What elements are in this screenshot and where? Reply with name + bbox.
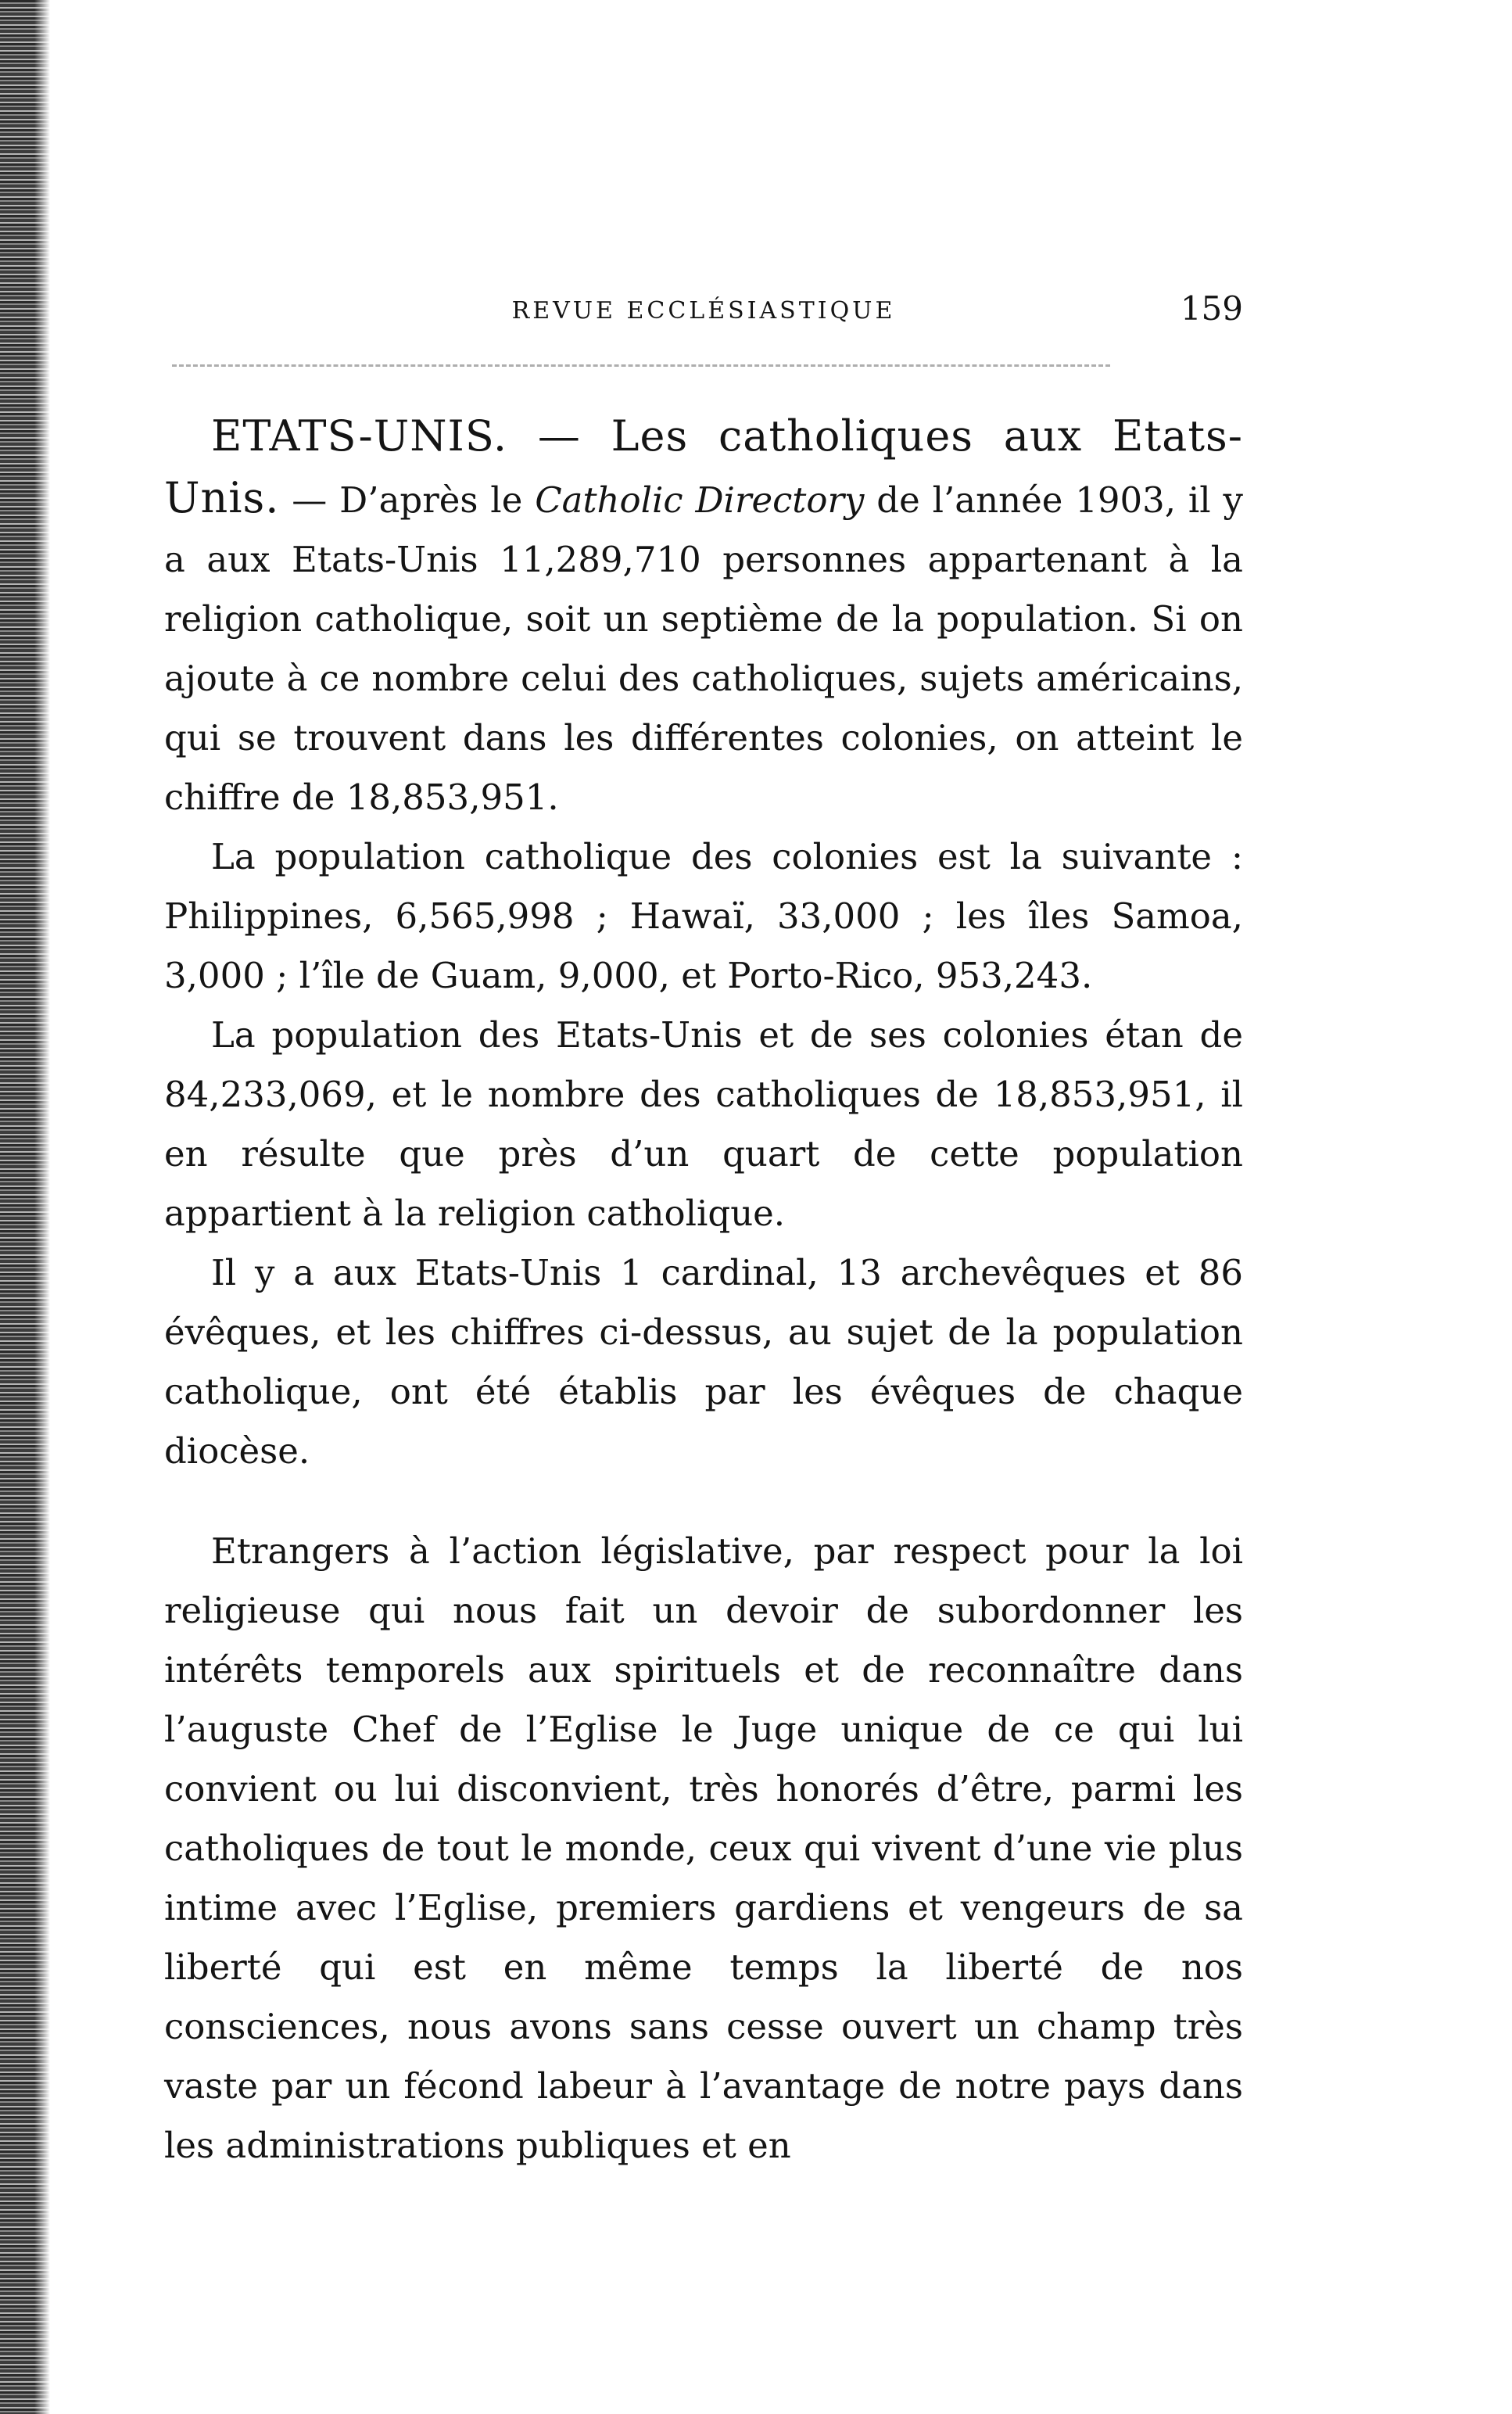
article-paragraph-1	[164, 407, 1243, 827]
article-paragraph-2: La population catholique des colonies est la suivante : Philippines, 6,565,998 ; Hawaï, 33,000 ; les îles Samoa, 3,000 ; l’île de Guam, 9,000, et Porto-Rico, 953,243.	[164, 836, 1243, 996]
article-heading: ETATS-UNIS. — Les catholiques aux Etats-Unis.	[164, 411, 1243, 522]
article-paragraph-4: Il y a aux Etats-Unis 1 cardinal, 13 archevêques et 86 évêques, et les chiffres ci-dessus, au sujet de la population catholique, ont été établis par les évêques de chaque diocèse.	[164, 1252, 1243, 1472]
paragraph-1-text-b: de l’année 1903, il y a aux Etats-Unis 11,289,710 personnes appartenant à la religion catholique, soit un septième de la population. Si on ajoute à ce nombre celui des catholiques, sujets américains, qui se trouvent dans les différentes colonies, on atteint le chiffre de 18,853,951.	[164, 479, 1243, 818]
page-body	[164, 407, 1243, 2175]
catholic-directory-title: Catholic Directory	[535, 479, 865, 521]
section-gap	[164, 1481, 1243, 1522]
page-number: 159	[1180, 289, 1243, 328]
header-rule	[172, 364, 1110, 367]
binding-edge-shadow	[0, 0, 50, 2414]
paragraph-1-text-a: — D’après le	[279, 479, 536, 521]
article-paragraph-3: La population des Etats-Unis et de ses colonies étan de 84,233,069, et le nombre des catholiques de 18,853,951, il en résulte que près d’un quart de cette population appartient à la religion catholique.	[164, 1014, 1243, 1234]
running-title: REVUE ECCLÉSIASTIQUE	[511, 297, 896, 325]
running-head	[164, 289, 1243, 336]
section-2-paragraph-1: Etrangers à l’action législative, par respect pour la loi religieuse qui nous fait un devoir de subordonner les intérêts temporels aux spirituels et de reconnaître dans l’auguste Chef de l’Eglise le Juge unique de ce qui lui convient ou lui disconvient, très honorés d’être, parmi les catholiques de tout le monde, ceux qui vivent d’une vie plus intime avec l’Eglise, premiers gardiens et vengeurs de sa liberté qui est en même temps la liberté de nos consciences, nous avons sans cesse ouvert un champ très vaste par un fécond labeur à l’avantage de notre pays dans les administrations publiques et en	[164, 1530, 1243, 2166]
